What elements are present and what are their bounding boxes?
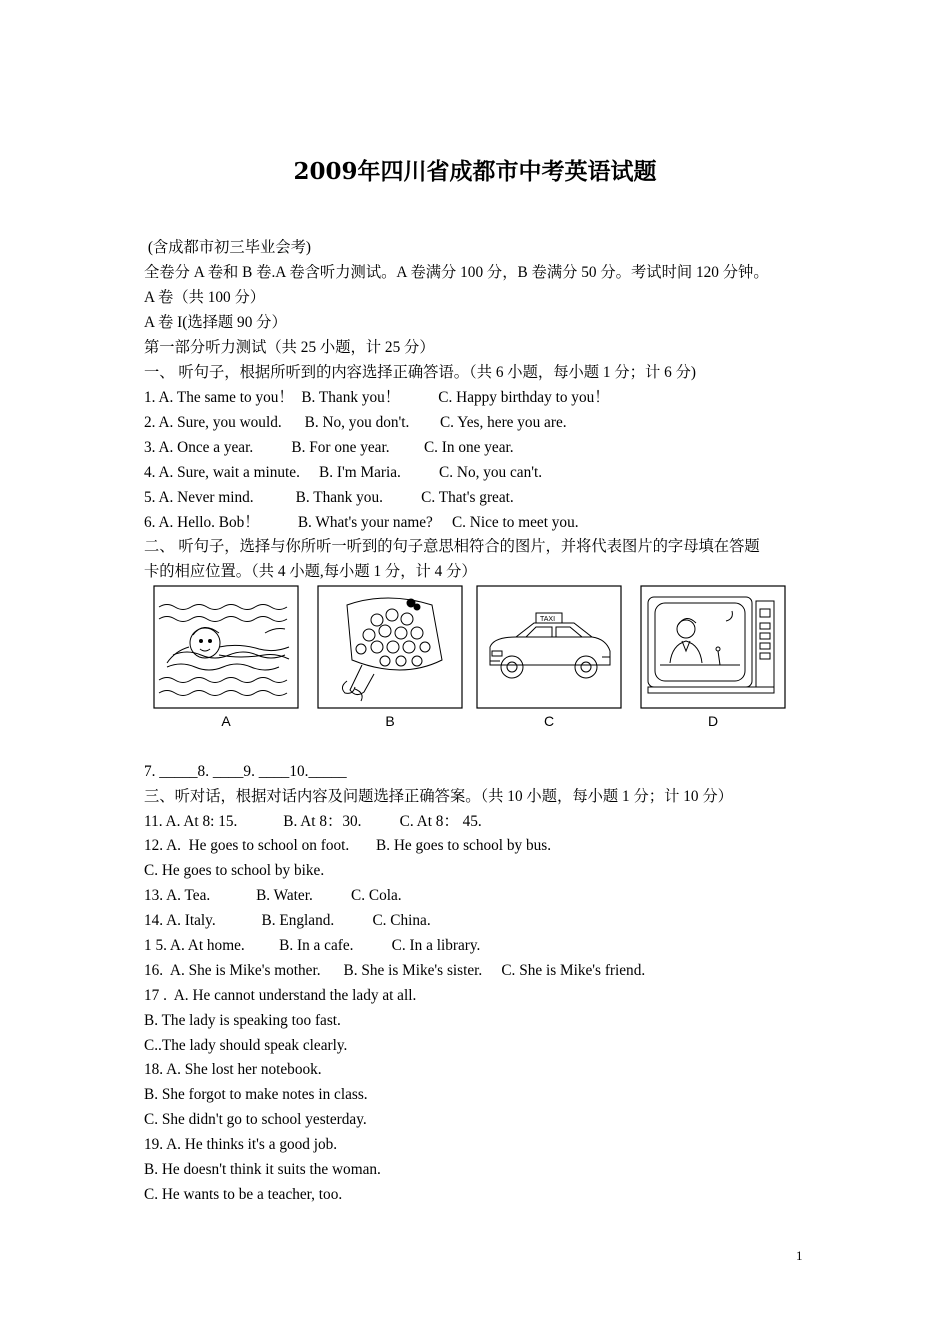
question-line: 3. A. Once a year. B. For one year. C. In one year.	[144, 439, 514, 456]
flower-bouquet-icon	[317, 585, 463, 710]
listening-part-heading: 第一部分听力测试（共 25 小题，计 25 分）	[144, 339, 435, 356]
page-title: 2009年四川省成都市中考英语试题	[293, 158, 657, 185]
tv-presenter-icon	[640, 585, 786, 710]
question-line: 1 5. A. At home. B. In a cafe. C. In a library.	[144, 937, 481, 954]
question-line: B. She forgot to make notes in class.	[144, 1086, 368, 1103]
question-line: C..The lady should speak clearly.	[144, 1037, 348, 1054]
picture-b	[317, 585, 463, 729]
picture-label: D	[707, 713, 719, 729]
part-one-instructions: 一、 听句子，根据所听到的内容选择正确答语。（共 6 小题，每小题 1 分；计 6 分)	[144, 364, 696, 381]
question-line: 12. A. He goes to school on foot. B. He goes to school by bus.	[144, 837, 552, 854]
section-a-heading: A 卷（共 100 分）	[144, 289, 266, 306]
part-two-instructions: 二、 听句子，选择与你所听一听到的句子意思相符合的图片，并将代表图片的字母填在答题	[144, 538, 760, 555]
question-line: B. The lady is speaking too fast.	[144, 1012, 341, 1029]
svg-text:TAXI: TAXI	[540, 616, 556, 623]
question-line: 13. A. Tea. B. Water. C. Cola.	[144, 887, 402, 904]
section-a1-heading: A 卷 I(选择题 90 分）	[144, 314, 287, 331]
picture-label: A	[221, 713, 231, 729]
question-line: 2. A. Sure, you would. B. No, you don't. C. Yes, here you are.	[144, 414, 567, 431]
picture-a	[153, 585, 299, 729]
question-line: 6. A. Hello. Bob！ B. What's your name? C. Nice to meet you.	[144, 514, 579, 531]
taxi-icon	[476, 585, 622, 710]
question-line: C. He goes to school by bike.	[144, 862, 325, 879]
question-line: 18. A. She lost her notebook.	[144, 1061, 322, 1078]
picture-label: B	[385, 713, 395, 729]
question-line: 16. A. She is Mike's mother. B. She is Mike's sister. C. She is Mike's friend.	[144, 962, 646, 979]
question-line: 19. A. He thinks it's a good job.	[144, 1136, 338, 1153]
part-three-instructions: 三、听对话，根据对话内容及问题选择正确答案。（共 10 小题，每小题 1 分；计 10 分）	[144, 788, 733, 805]
question-line: 17 . A. He cannot understand the lady at all.	[144, 987, 417, 1004]
question-line: 4. A. Sure, wait a minute. B. I'm Maria. C. No, you can't.	[144, 464, 543, 481]
question-line: 5. A. Never mind. B. Thank you. C. That's great.	[144, 489, 514, 506]
exam-instructions: 全卷分 A 卷和 B 卷.A 卷含听力测试。A 卷满分 100 分，B 卷满分 50 分。考试时间 120 分钟。	[144, 264, 769, 281]
answer-blanks: 7. _____8. ____9. ____10._____	[144, 763, 347, 780]
picture-label: C	[543, 713, 555, 729]
picture-choices	[150, 585, 790, 735]
page-number: 1	[796, 1248, 803, 1263]
question-line: 11. A. At 8: 15. B. At 8：30. C. At 8： 45.	[144, 813, 482, 830]
swimmer-icon	[153, 585, 299, 710]
exam-subtitle: (含成都市初三毕业会考)	[144, 239, 311, 256]
question-line: C. She didn't go to school yesterday.	[144, 1111, 367, 1128]
picture-d	[640, 585, 786, 729]
part-two-instructions-cont: 卡的相应位置。（共 4 小题,每小题 1 分，计 4 分）	[144, 563, 477, 580]
question-line: C. He wants to be a teacher, too.	[144, 1186, 343, 1203]
picture-c	[476, 585, 622, 729]
question-line: 14. A. Italy. B. England. C. China.	[144, 912, 431, 929]
question-line: B. He doesn't think it suits the woman.	[144, 1161, 381, 1178]
question-line: 1. A. The same to you！ B. Thank you！ C. Happy birthday to you！	[144, 389, 610, 406]
